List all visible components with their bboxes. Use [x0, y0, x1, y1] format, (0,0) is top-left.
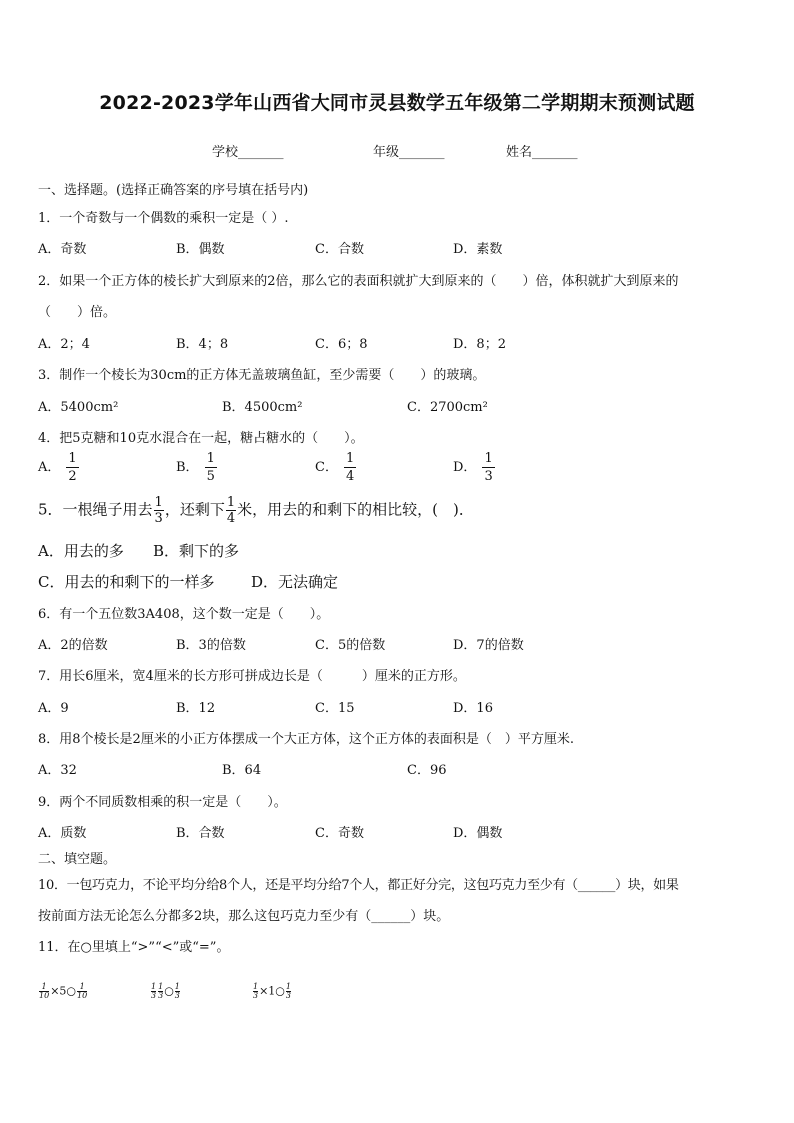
numerator: 1 [285, 982, 292, 991]
numerator: 1 [79, 982, 85, 991]
question-stem: 4．把5克糖和10克水混合在一起，糖占糖水的（ ）。 [38, 431, 364, 446]
fraction [253, 983, 258, 1000]
denominator: 5 [206, 469, 215, 484]
numerator: 1 [484, 451, 493, 466]
question-stem: 3．制作一个棱长为30cm的正方体无盖玻璃鱼缸，至少需要（ ）的玻璃。 [38, 368, 486, 383]
numerator: 1 [158, 982, 164, 991]
operator: ○ [164, 984, 174, 998]
denominator: 2 [68, 469, 77, 484]
numerator: 1 [253, 982, 259, 991]
option-label: C． [315, 460, 338, 475]
fraction [154, 496, 164, 525]
numerator: 1 [151, 982, 157, 991]
name-field[interactable]: 姓名_______ [506, 145, 578, 160]
denominator: 3 [158, 991, 164, 1000]
option-c: C．6；8 [315, 337, 368, 352]
option-c: C．5的倍数 [315, 638, 386, 653]
option-c: C．2700cm² [407, 400, 488, 415]
option-b [176, 452, 217, 483]
question-stem-cont: （ ）倍。 [38, 305, 117, 320]
option-b: B．3的倍数 [176, 638, 246, 653]
option-d [453, 452, 495, 483]
question-stem [38, 496, 474, 525]
option-b: B．4500cm² [222, 400, 303, 415]
section-heading: 一、选择题。(选择正确答案的序号填在括号内) [38, 183, 309, 198]
numerator: 1 [41, 982, 47, 991]
denominator: 3 [151, 991, 157, 1000]
numerator: 1 [226, 495, 236, 510]
option-a: A．奇数 [38, 242, 87, 257]
option-d: D．素数 [453, 242, 503, 257]
section-heading: 二、填空题。 [38, 852, 117, 867]
question-stem: 7．用长6厘米，宽4厘米的长方形可拼成边长是（ ）厘米的正方形。 [38, 669, 466, 684]
option-b: B．剩下的多 [153, 542, 240, 560]
numerator: 1 [206, 451, 215, 466]
question-stem: 8．用8个棱长是2厘米的小正方体摆成一个大正方体，这个正方体的表面积是（ ）平方厘米. [38, 732, 574, 747]
comparison-expression [150, 983, 181, 1000]
denominator: 3 [174, 991, 180, 1000]
question-stem: 6．有一个五位数3A408，这个数一定是（ ）。 [38, 607, 330, 622]
option-d: D．偶数 [453, 826, 503, 841]
numerator: 1 [174, 982, 180, 991]
option-d: D．8；2 [453, 337, 506, 352]
option-a [38, 452, 79, 483]
option-d: D．无法确定 [251, 573, 339, 591]
option-c [315, 452, 356, 483]
option-b: B．64 [222, 763, 262, 778]
question-stem: 1．一个奇数与一个偶数的乘积一定是（ ）. [38, 211, 289, 226]
option-a: A．2；4 [38, 337, 90, 352]
option-c: C．96 [407, 763, 447, 778]
option-d: D．16 [453, 701, 493, 716]
fraction [39, 983, 49, 1000]
denominator: 4 [226, 511, 236, 526]
question-stem: 9．两个不同质数相乘的积一定是（ ）。 [38, 795, 287, 810]
option-c: C．合数 [315, 242, 364, 257]
option-d: D．7的倍数 [453, 638, 524, 653]
fraction [175, 983, 180, 1000]
option-a: A．5400cm² [38, 400, 119, 415]
option-b: B．12 [176, 701, 216, 716]
denominator: 4 [345, 469, 355, 484]
denominator: 3 [253, 991, 259, 1000]
page-title: 2022-2023学年山西省大同市灵县数学五年级第二学期期末预测试题 [99, 92, 695, 114]
numerator: 1 [154, 495, 163, 510]
question-stem: 10．一包巧克力，不论平均分给8个人，还是平均分给7个人，都正好分完，这包巧克力至少有（______）块，如果 [38, 878, 679, 893]
denominator: 3 [154, 511, 163, 526]
stem-part: 米，用去的和剩下的相比较，( )． [237, 500, 474, 519]
option-a: A．用去的多 [38, 542, 124, 560]
grade-field[interactable]: 年级_______ [373, 145, 445, 160]
fraction [158, 983, 163, 1000]
option-b: B．4；8 [176, 337, 229, 352]
fraction [151, 983, 156, 1000]
fraction [286, 983, 291, 1000]
fraction [77, 983, 87, 1000]
fraction [482, 452, 494, 483]
option-c: C．15 [315, 701, 355, 716]
numerator: 1 [345, 451, 355, 466]
option-b: B．合数 [176, 826, 225, 841]
option-label: D． [453, 460, 477, 475]
comparison-expression [252, 983, 292, 1000]
stem-part: 5．一根绳子用去 [38, 500, 153, 519]
school-field[interactable]: 学校_______ [212, 145, 284, 160]
fraction [205, 452, 217, 483]
numerator: 1 [68, 451, 77, 466]
fraction [66, 452, 78, 483]
option-a: A．9 [38, 701, 69, 716]
operator: ×5○ [50, 984, 77, 998]
option-a: A．32 [38, 763, 77, 778]
denominator: 10 [77, 991, 88, 1000]
option-b: B．偶数 [176, 242, 225, 257]
option-label: A． [38, 460, 61, 475]
option-c: C．奇数 [315, 826, 364, 841]
operator: ×1○ [259, 984, 285, 998]
fraction [226, 496, 236, 525]
denominator: 10 [39, 991, 50, 1000]
denominator: 3 [484, 469, 493, 484]
option-a: A．质数 [38, 826, 87, 841]
fraction [344, 452, 356, 483]
option-label: B． [176, 460, 199, 475]
stem-part: ，还剩下 [164, 500, 225, 519]
question-stem: 2．如果一个正方体的棱长扩大到原来的2倍，那么它的表面积就扩大到原来的（ ）倍，体积就扩大到原来的 [38, 274, 679, 289]
question-stem: 11．在○里填上“>”“<”或“=”。 [38, 940, 230, 955]
denominator: 3 [285, 991, 292, 1000]
question-stem-cont: 按前面方法无论怎么分都多2块，那么这包巧克力至少有（______）块。 [38, 909, 450, 924]
comparison-expression [38, 983, 88, 1000]
option-c: C．用去的和剩下的一样多 [38, 573, 215, 591]
option-a: A．2的倍数 [38, 638, 108, 653]
